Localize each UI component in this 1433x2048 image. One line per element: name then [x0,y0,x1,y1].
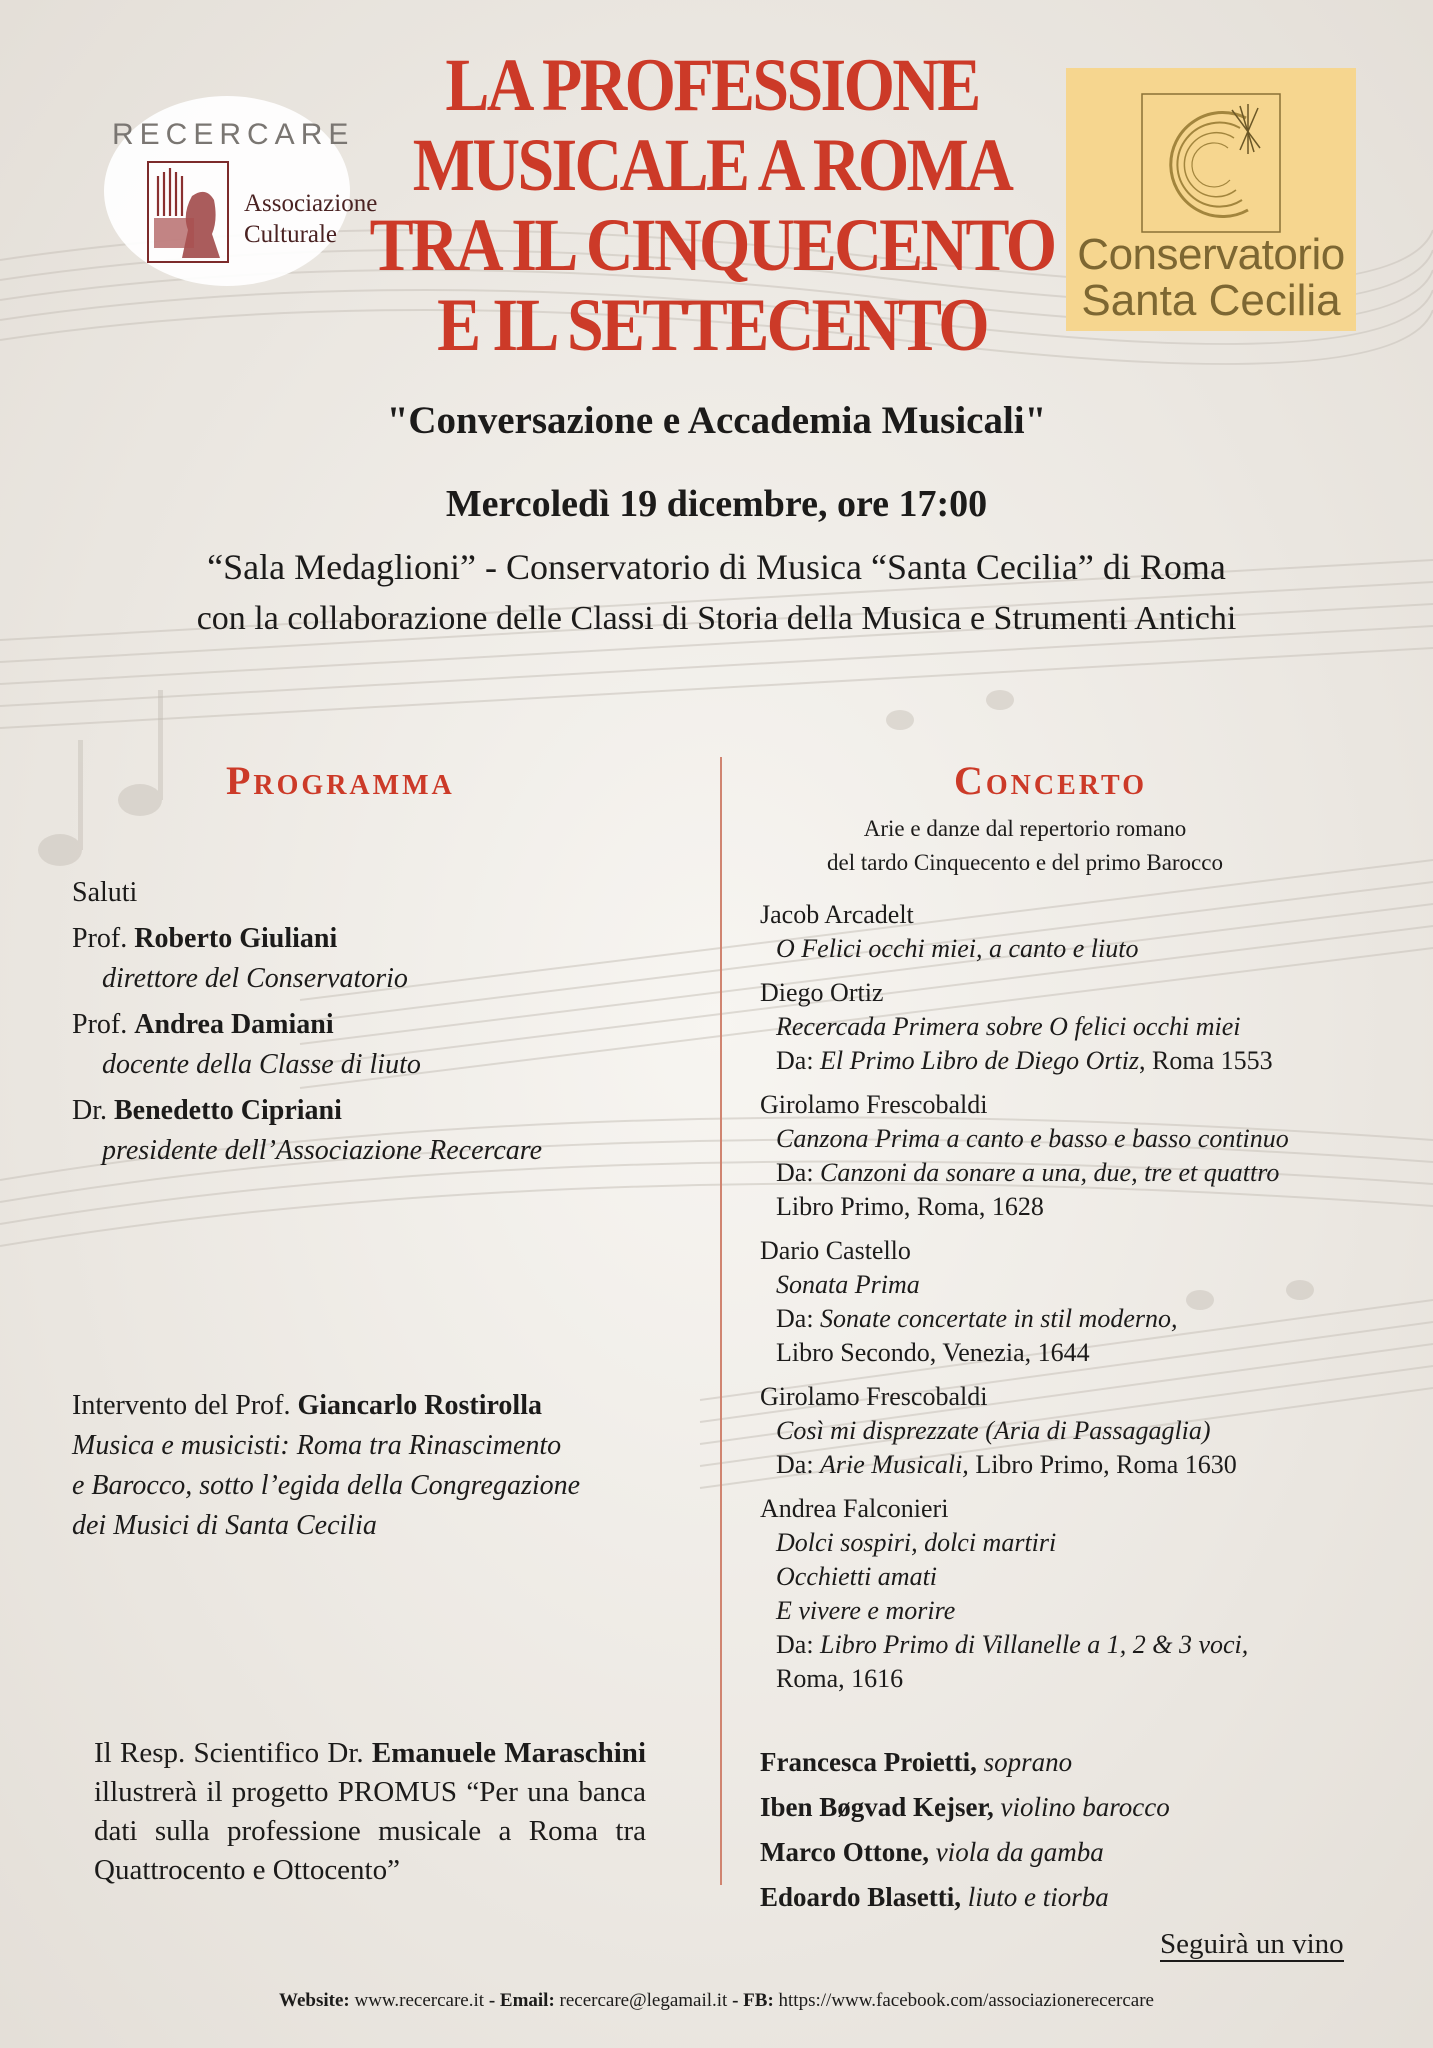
programma-heading: Programma [226,758,455,803]
recercare-logo-word: RECERCARE [112,118,355,151]
piece-composer: Jacob Arcadelt [760,900,914,929]
performer-name: Edoardo Blasetti, [760,1882,962,1912]
performer-name: Marco Ottone, [760,1837,929,1867]
closing-note: Seguirà un vino [1160,1928,1344,1960]
piece-line-label: Da: [776,1450,821,1479]
facebook-label: FB: [743,1990,774,2011]
piece-line [760,1302,1360,1336]
conservatorio-logo [1066,68,1356,331]
piece-line-text: Arie Musicali, [820,1450,969,1479]
piece-line-text: Canzoni da sonare a una, due, tre et quattro [820,1158,1280,1187]
footer-contacts [0,1990,1433,2012]
poster-subtitle: "Conversazione e Accademia Musicali" [386,399,1047,442]
organ-player-emblem-icon [142,156,234,268]
intervento-topic-line: dei Musici di Santa Cecilia [72,1510,377,1541]
conservatorio-logo-line1: Conservatorio [1077,230,1345,279]
concerto-heading: Concerto [954,758,1147,803]
recercare-logo-line1: Associazione [244,190,378,217]
piece-line-text: E vivere e morire [776,1596,956,1625]
resp-prefix: Il Resp. Scientifico Dr. [94,1737,364,1769]
website-link[interactable]: www.recercare.it [354,1990,485,2011]
concert-piece [760,1088,1360,1224]
performer-role: violino barocco [1000,1792,1170,1822]
resp-name: Emanuele Maraschini [371,1737,646,1769]
website-label: Website: [279,1990,350,2011]
piece-line-label: Roma, 1616 [776,1664,904,1693]
piece-composer: Dario Castello [760,1236,911,1265]
piece-line-after: , Roma 1553 [1139,1046,1273,1075]
piece-line [760,1628,1360,1662]
piece-line-after: Libro Primo, Roma 1630 [968,1450,1237,1479]
piece-composer: Girolamo Frescobaldi [760,1090,988,1119]
piece-line-text: Sonate concertate in stil moderno, [820,1304,1178,1333]
piece-line [760,1010,1360,1044]
piece-line [760,1662,1360,1696]
piece-line-label: Da: [776,1630,821,1659]
speaker-role: presidente dell’Associazione Recercare [102,1135,543,1166]
piece-line-text: El Primo Libro de Diego Ortiz [820,1046,1140,1075]
footer-separator: - [727,1990,744,2011]
piece-line [760,1268,1360,1302]
speaker-name: Roberto Giuliani [134,923,338,954]
piece-line [760,1414,1360,1448]
piece-line [760,1122,1360,1156]
piece-line [760,1560,1360,1594]
concert-piece [760,1380,1360,1482]
recercare-logo [104,96,378,286]
resp-text: illustrerà il progetto PROMUS “Per una banca dati sulla professione musicale a Roma tra Quattrocento e Ottocento” [94,1776,646,1886]
poster-title [349,46,1074,366]
piece-line-text: O Felici occhi miei, a canto e liuto [776,934,1139,963]
opening-item: Saluti [72,877,138,908]
piece-line-text: Libro Primo di Villanelle a 1, 2 & 3 voci, [820,1630,1249,1659]
piece-line-text: Canzona Prima a canto e basso e basso continuo [776,1124,1289,1153]
performer-item [760,1875,1360,1920]
piece-line-label: Libro Secondo, Venezia, 1644 [776,1338,1090,1367]
programma-list [72,873,672,1177]
column-divider [720,757,722,1885]
performer-item [760,1785,1360,1830]
performer-role: soprano [983,1747,1073,1777]
intervento-topic-line: Musica e musicisti: Roma tra Rinascimento [72,1430,562,1461]
intervento-speaker: Giancarlo Rostirolla [297,1390,542,1421]
concert-piece [760,1234,1360,1370]
piece-line-text: Recercada Primera sobre O felici occhi miei [776,1012,1241,1041]
piece-line [760,1336,1360,1370]
intervento-block [72,1386,692,1546]
footer-separator: - [484,1990,500,2011]
performer-name: Iben Bøgvad Kejser, [760,1792,994,1822]
speaker-item [72,1091,672,1171]
piece-line-text: Occhietti amati [776,1562,938,1591]
intervento-prefix: Intervento del Prof. [72,1390,291,1421]
speaker-role: docente della Classe di liuto [102,1049,421,1080]
piece-line-text: Dolci sospiri, dolci martiri [776,1528,1057,1557]
recercare-logo-line2: Culturale [244,221,338,248]
concert-piece [760,898,1360,966]
piece-composer: Diego Ortiz [760,978,884,1007]
speaker-role: direttore del Conservatorio [102,963,408,994]
concerto-intro-line: Arie e danze dal repertorio romano [863,816,1187,841]
concerto-intro-line: del tardo Cinquecento e del primo Barocco [827,850,1223,875]
speaker-item [72,1005,672,1085]
conservatorio-logo-line2: Santa Cecilia [1081,276,1341,325]
speaker-name: Andrea Damiani [134,1009,334,1040]
piece-line [760,1594,1360,1628]
piece-composer: Girolamo Frescobaldi [760,1382,988,1411]
title-line: LA PROFESSIONE [445,44,979,127]
email-link[interactable]: recercare@legamail.it [559,1990,728,2011]
email-label: Email: [499,1990,555,2011]
speaker-item [72,919,672,999]
piece-line-label: Da: [776,1158,821,1187]
speaker-title: Prof. [72,923,128,954]
concerto-intro [730,812,1320,880]
performer-item [760,1740,1360,1785]
speaker-name: Benedetto Cipriani [114,1095,342,1126]
speaker-title: Prof. [72,1009,128,1040]
title-line: TRA IL CINQUECENTO [369,204,1055,287]
piece-line [760,1044,1360,1078]
event-date: Mercoledì 19 dicembre, ore 17:00 [445,483,988,525]
piece-line [760,1526,1360,1560]
concert-piece [760,1492,1360,1696]
title-line: E IL SETTECENTO [437,284,987,367]
piece-line-label: Libro Primo, Roma, 1628 [776,1192,1044,1221]
piece-composer: Andrea Falconieri [760,1494,949,1523]
event-collaboration: con la collaborazione delle Classi di Storia della Musica e Strumenti Antichi [196,600,1237,637]
piece-line-text: Sonata Prima [776,1270,920,1299]
performer-name: Francesca Proietti, [760,1747,977,1777]
facebook-link[interactable]: https://www.facebook.com/associazionerecercare [778,1990,1154,2011]
performer-role: liuto e tiorba [967,1882,1109,1912]
concert-piece [760,976,1360,1078]
speaker-title: Dr. [72,1095,107,1126]
title-line: MUSICALE A ROMA [412,124,1012,207]
performers-list [760,1740,1360,1920]
piece-line [760,932,1360,966]
intervento-topic-line: e Barocco, sotto l’egida della Congregazione [72,1470,581,1501]
piece-line [760,1190,1360,1224]
performer-item [760,1830,1360,1875]
concerto-program [760,898,1360,1706]
resp-scientifico-block [94,1734,646,1890]
piece-line [760,1156,1360,1190]
conservatorio-c-emblem-icon [1136,88,1286,238]
piece-line-label: Da: [776,1304,821,1333]
piece-line-text: Così mi disprezzate (Aria di Passagaglia) [776,1416,1211,1445]
performer-role: viola da gamba [935,1837,1104,1867]
piece-line [760,1448,1360,1482]
piece-line-label: Da: [776,1046,821,1075]
event-venue: “Sala Medaglioni” - Conservatorio di Musica “Santa Cecilia” di Roma [207,547,1226,587]
